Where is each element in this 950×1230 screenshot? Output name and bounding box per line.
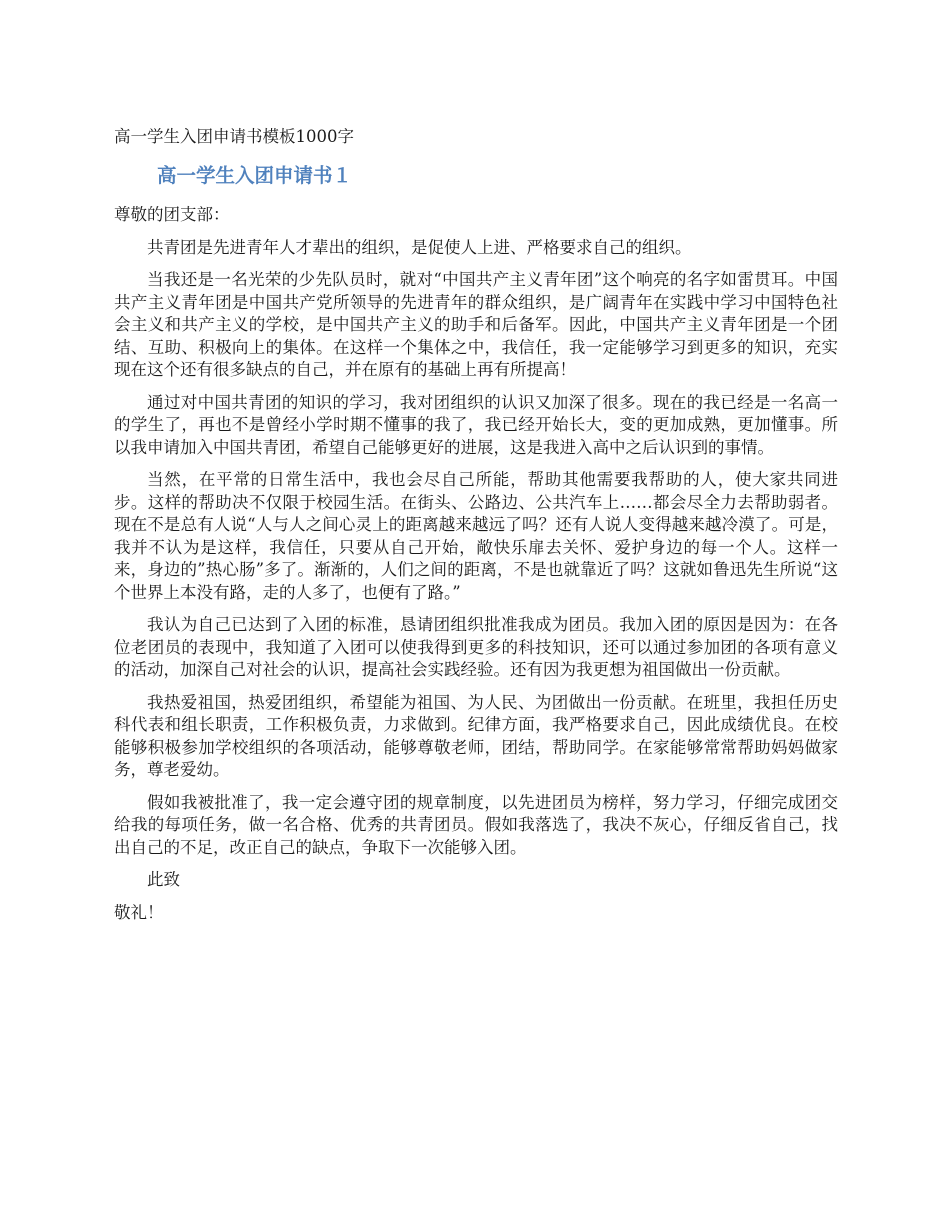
paragraph: 假如我被批准了，我一定会遵守团的规章制度，以先进团员为榜样，努力学习，仔细完成团交给我的每项任务，做一名合格、优秀的共青团员。假如我落选了，我决不灰心，仔细反省自己，找出自己的不足，改正自己的缺点，争取下一次能够入团。 bbox=[114, 792, 838, 857]
paragraph: 当我还是一名光荣的少先队员时，就对“中国共产主义青年团”这个响亮的名字如雷贯耳。中国共产主义青年团是中国共产党所领导的先进青年的群众组织，是广阔青年在实践中学习中国特色社会主义和共产主义的学校，是中国共产主义的助手和后备军。因此，中国共产主义青年团是一个团结、互助、积极向上的集体。在这样一个集体之中，我信任，我一定能够学习到更多的知识，充实现在这个还有很多缺点的自己，并在原有的基础上再有所提高！ bbox=[114, 270, 838, 379]
paragraph: 我热爱祖国，热爱团组织，希望能为祖国、为人民、为团做出一份贡献。在班里，我担任历史科代表和组长职责，工作积极负责，力求做到。纪律方面，我严格要求自己，因此成绩优良。在校能够积极参加学校组织的各项活动，能够尊敬老师，团结，帮助同学。在家能够常常帮助妈妈做家务，尊老爱幼。 bbox=[114, 692, 838, 779]
regards: 敬礼！ bbox=[114, 902, 164, 922]
document-title: 高一学生入团申请书模板1000字 bbox=[114, 127, 354, 146]
paragraph: 共青团是先进青年人才辈出的组织，是促使人上进、严格要求自己的组织。 bbox=[147, 237, 692, 257]
paragraph: 我认为自己已达到了入团的标准，恳请团组织批准我成为团员。我加入团的原因是因为：在各位老团员的表现中，我知道了入团可以使我得到更多的科技知识，还可以通过参加团的各项有意义的活动，加深自己对社会的认识，提高社会实践经验。还有因为我更想为祖国做出一份贡献。 bbox=[114, 615, 838, 679]
letter-body bbox=[114, 204, 838, 924]
paragraph: 通过对中国共青团的知识的学习，我对团组织的认识又加深了很多。现在的我已经是一名高一的学生了，再也不是曾经小学时期不懂事的我了，我已经开始长大，变的更加成熟，更加懂事。所以我申请加入中国共青团，希望自己能够更好的进展，这是我进入高中之后认识到的事情。 bbox=[114, 392, 838, 457]
section-heading: 高一学生入团申请书１ bbox=[157, 164, 353, 187]
closing: 此致 bbox=[147, 870, 180, 889]
paragraph: 当然，在平常的日常生活中，我也会尽自己所能，帮助其他需要我帮助的人，使大家共同进步。这样的帮助决不仅限于校园生活。在街头、公路边、公共汽车上……都会尽全力去帮助弱者。现在不是总有人说“人与人之间心灵上的距离越来越远了吗？还有人说人变得越来越冷漠了。可是，我并不认为是这样，我信任，只要从自己开始，敞快乐扉去关怀、爱护身边的每一个人。这样一来，身边的”热心肠”多了。渐渐的，人们之间的距离，不是也就靠近了吗？这就如鲁迅先生所说“这个世界上本没有路，走的人多了，也便有了路。” bbox=[114, 470, 838, 602]
salutation: 尊敬的团支部： bbox=[114, 205, 230, 224]
